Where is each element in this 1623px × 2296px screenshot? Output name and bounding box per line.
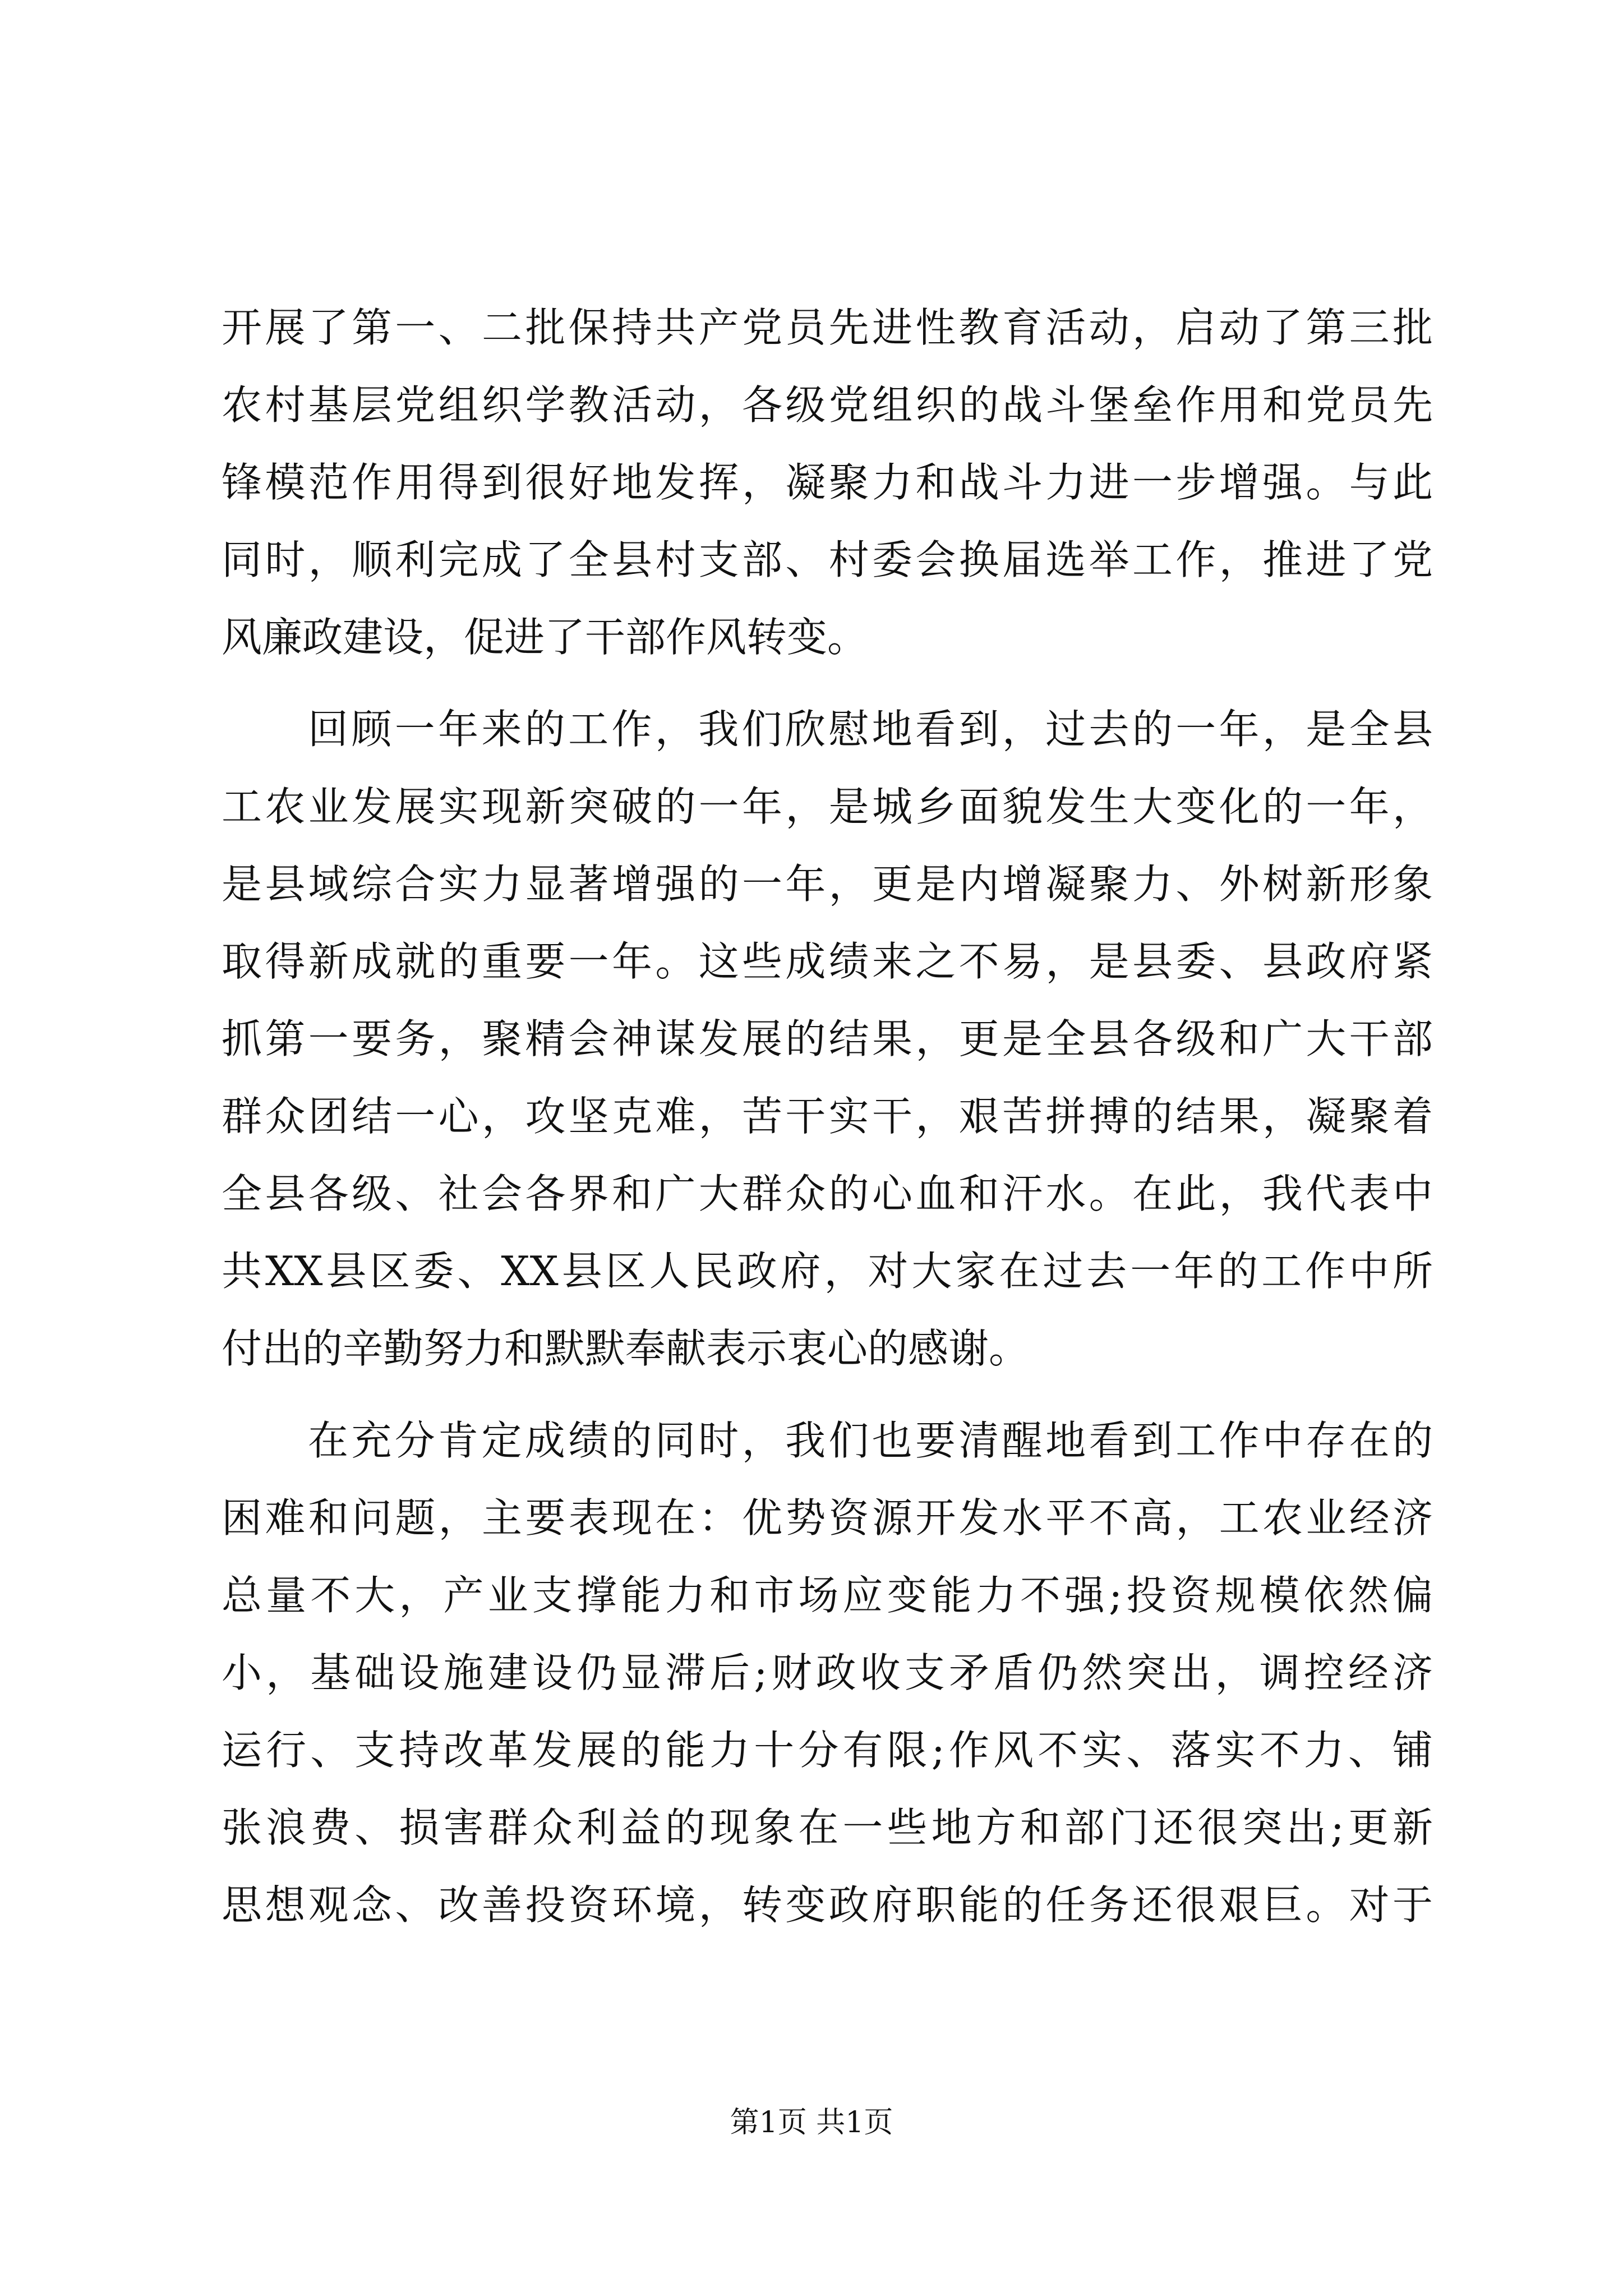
paragraph-1-line-1: 开展了第一、二批保持共产党员先进性教育活动，启动了第三批 xyxy=(222,304,1433,351)
paragraph-3-line-2: 困难和问题，主要表现在：优势资源开发水平不高，工农业经济 xyxy=(222,1494,1433,1542)
paragraph-2-line-3: 是县域综合实力显著增强的一年，更是内增凝聚力、外树新形象 xyxy=(222,861,1433,908)
paragraph-2-line-6: 群众团结一心，攻坚克难，苦干实干，艰苦拼搏的结果，凝聚着 xyxy=(222,1093,1433,1140)
paragraph-2-line-4: 取得新成就的重要一年。这些成绩来之不易，是县委、县政府紧 xyxy=(222,938,1433,985)
paragraph-3-line-7: 思想观念、改善投资环境，转变政府职能的任务还很艰巨。对于 xyxy=(222,1881,1433,1929)
paragraph-1-line-3: 锋模范作用得到很好地发挥，凝聚力和战斗力进一步增强。与此 xyxy=(222,459,1433,506)
paragraph-2-line-7: 全县各级、社会各界和广大群众的心血和汗水。在此，我代表中 xyxy=(222,1170,1433,1217)
paragraph-2-line-8: 共XX县区委、XX县区人民政府，对大家在过去一年的工作中所 xyxy=(222,1248,1433,1295)
paragraph-2-line-2: 工农业发展实现新突破的一年，是城乡面貌发生大变化的一年， xyxy=(222,783,1433,830)
paragraph-3-line-1: 在充分肯定成绩的同时，我们也要清醒地看到工作中存在的 xyxy=(308,1417,1433,1464)
paragraph-3-line-6: 张浪费、损害群众利益的现象在一些地方和部门还很突出;更新 xyxy=(222,1804,1433,1851)
paragraph-1-line-4: 同时，顺利完成了全县村支部、村委会换届选举工作，推进了党 xyxy=(222,536,1433,583)
paragraph-3-line-3: 总量不大，产业支撑能力和市场应变能力不强;投资规模依然偏 xyxy=(222,1572,1433,1619)
paragraph-2-line-1: 回顾一年来的工作，我们欣慰地看到，过去的一年，是全县 xyxy=(308,706,1433,753)
paragraph-1-line-2: 农村基层党组织学教活动，各级党组织的战斗堡垒作用和党员先 xyxy=(222,381,1433,429)
page-footer: 第1页 共1页 xyxy=(730,2106,893,2139)
paragraph-1-line-5: 风廉政建设，促进了干部作风转变。 xyxy=(222,614,868,661)
paragraph-2-line-9: 付出的辛勤努力和默默奉献表示衷心的感谢。 xyxy=(222,1325,1030,1372)
paragraph-3-line-4: 小，基础设施建设仍显滞后;财政收支矛盾仍然突出，调控经济 xyxy=(222,1649,1433,1696)
paragraph-2-line-5: 抓第一要务，聚精会神谋发展的结果，更是全县各级和广大干部 xyxy=(222,1015,1433,1062)
paragraph-3-line-5: 运行、支持改革发展的能力十分有限;作风不实、落实不力、铺 xyxy=(222,1727,1433,1774)
